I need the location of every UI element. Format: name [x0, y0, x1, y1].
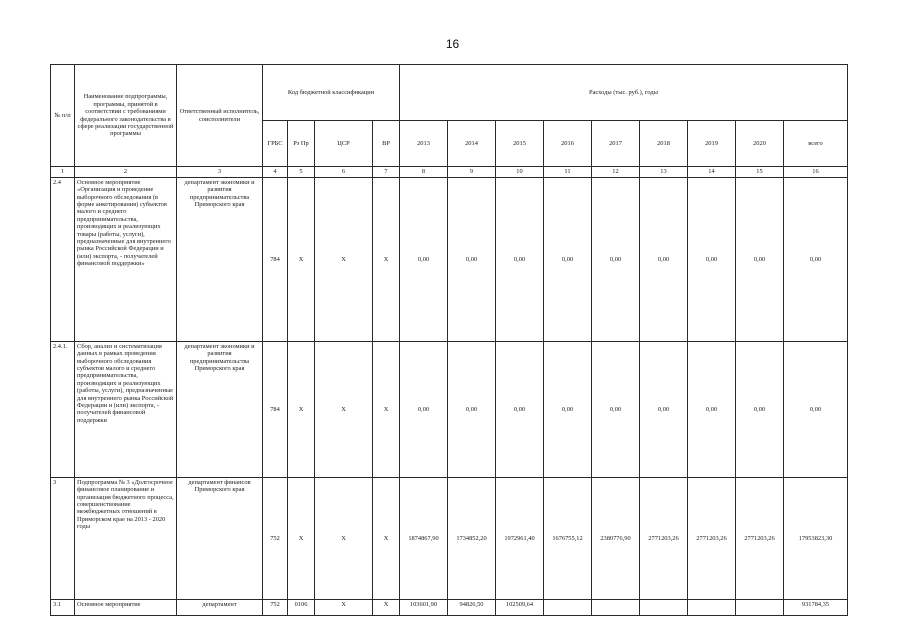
- row-csr: X: [315, 600, 373, 616]
- column-number: 6: [315, 167, 373, 178]
- budget-table: [50, 64, 848, 616]
- row-value-2019: [688, 600, 736, 616]
- row-value-2017: 0,00: [592, 178, 640, 342]
- row-number: 2.4: [51, 178, 75, 342]
- row-grbs: 784: [263, 178, 288, 342]
- row-value-2013: 1874867,90: [400, 478, 448, 600]
- row-total: 0,00: [784, 178, 848, 342]
- header-name: Наименование подпрограммы, программы, принятой в соответствии с требованиями федерального законодательства в сфере реализации государственной программы: [75, 65, 177, 167]
- row-value-2018: 2771203,26: [640, 478, 688, 600]
- header-row-1: [51, 65, 848, 121]
- column-number: 16: [784, 167, 848, 178]
- row-value-2020: 0,00: [736, 342, 784, 478]
- table-row: [51, 600, 848, 616]
- header-csr: ЦСР: [315, 121, 373, 167]
- row-value-2015: 102509,64: [496, 600, 544, 616]
- row-name: Подпрограмма № 3 «Долгосрочное финансовое планирование и организация бюджетного процесса, совершенствование межбюджетных отношений в Приморском крае на 2013 - 2020 годы: [75, 478, 177, 600]
- row-value-2013: 0,00: [400, 342, 448, 478]
- row-value-2014: 0,00: [448, 178, 496, 342]
- row-rzpr: 0106: [288, 600, 315, 616]
- row-grbs: 752: [263, 600, 288, 616]
- row-total: 17953823,30: [784, 478, 848, 600]
- page-number: 16: [445, 37, 460, 51]
- row-rzpr: X: [288, 178, 315, 342]
- row-value-2018: [640, 600, 688, 616]
- header-year-2018: 2018: [640, 121, 688, 167]
- row-value-2019: 2771203,26: [688, 478, 736, 600]
- row-value-2016: 0,00: [544, 178, 592, 342]
- header-year-2020: 2020: [736, 121, 784, 167]
- header-budget-code: Код бюджетной классификации: [263, 65, 400, 121]
- row-csr: X: [315, 178, 373, 342]
- row-value-2020: [736, 600, 784, 616]
- row-total: 0,00: [784, 342, 848, 478]
- row-csr: X: [315, 342, 373, 478]
- row-name: Основное мероприятие «Организация и проведение выборочного обследования (в форме анкетирования) субъектов малого и среднего предпринимательства, производящих и реализующих товары (работы, услуги), предназначенные для внутреннего рынка Российской Федерации и (или) экспорта, - получателей финансовой поддержки»: [75, 178, 177, 342]
- column-number: 3: [177, 167, 263, 178]
- row-value-2017: [592, 600, 640, 616]
- row-executor: департамент экономики и развития предпринимательства Приморского края: [177, 342, 263, 478]
- row-value-2015: 0,00: [496, 178, 544, 342]
- row-grbs: 752: [263, 478, 288, 600]
- header-year-2019: 2019: [688, 121, 736, 167]
- column-number: 4: [263, 167, 288, 178]
- row-value-2017: 2380776,90: [592, 478, 640, 600]
- table-row: [51, 178, 848, 342]
- row-value-2017: 0,00: [592, 342, 640, 478]
- row-value-2020: 0,00: [736, 178, 784, 342]
- row-total: 931784,35: [784, 600, 848, 616]
- row-executor: департамент финансов Приморского края: [177, 478, 263, 600]
- column-number: 2: [75, 167, 177, 178]
- column-number: 8: [400, 167, 448, 178]
- row-value-2019: 0,00: [688, 342, 736, 478]
- table-row: [51, 342, 848, 478]
- row-vr: X: [373, 178, 400, 342]
- row-value-2015: 0,00: [496, 342, 544, 478]
- row-number: 3: [51, 478, 75, 600]
- row-vr: X: [373, 600, 400, 616]
- column-number: 5: [288, 167, 315, 178]
- header-expenses: Расходы (тыс. руб.), годы: [400, 65, 848, 121]
- row-value-2014: 0,00: [448, 342, 496, 478]
- row-csr: X: [315, 478, 373, 600]
- column-number: 1: [51, 167, 75, 178]
- column-number: 13: [640, 167, 688, 178]
- row-rzpr: X: [288, 342, 315, 478]
- row-value-2014: 94826,50: [448, 600, 496, 616]
- row-value-2014: 1734852,20: [448, 478, 496, 600]
- header-year-2014: 2014: [448, 121, 496, 167]
- header-year-2017: 2017: [592, 121, 640, 167]
- row-vr: X: [373, 478, 400, 600]
- row-name: Основное мероприятие: [75, 600, 177, 616]
- header-vr: ВР: [373, 121, 400, 167]
- header-no: № п/п: [51, 65, 75, 167]
- row-value-2020: 2771203,26: [736, 478, 784, 600]
- header-executor: Ответственный исполнитель, соисполнители: [177, 65, 263, 167]
- row-number: 2.4.1.: [51, 342, 75, 478]
- row-executor: департамент: [177, 600, 263, 616]
- row-rzpr: X: [288, 478, 315, 600]
- table-row: [51, 478, 848, 600]
- column-number: 14: [688, 167, 736, 178]
- row-number: 3.1: [51, 600, 75, 616]
- row-name: Сбор, анализ и систематизация данных в рамках проведения выборочного обследования субъектов малого и среднего предпринимательства, производящих и реализующих (работы, услуги), предназначенные для внутреннего рынка Российской Федерации и (или) экспорта, - получателей финансовой поддержки: [75, 342, 177, 478]
- column-number: 11: [544, 167, 592, 178]
- row-value-2016: 1676755,12: [544, 478, 592, 600]
- column-number: 9: [448, 167, 496, 178]
- header-year-2016: 2016: [544, 121, 592, 167]
- row-value-2016: [544, 600, 592, 616]
- header-rzpr: Рз Пр: [288, 121, 315, 167]
- header-year-2013: 2013: [400, 121, 448, 167]
- row-value-2013: 103601,90: [400, 600, 448, 616]
- column-number: 12: [592, 167, 640, 178]
- column-number: 7: [373, 167, 400, 178]
- row-value-2013: 0,00: [400, 178, 448, 342]
- header-total: всего: [784, 121, 848, 167]
- column-number-row: [51, 167, 848, 178]
- row-executor: департамент экономики и развития предпринимательства Приморского края: [177, 178, 263, 342]
- header-grbs: ГРБС: [263, 121, 288, 167]
- row-vr: X: [373, 342, 400, 478]
- row-value-2015: 1972961,40: [496, 478, 544, 600]
- row-value-2016: 0,00: [544, 342, 592, 478]
- row-grbs: 784: [263, 342, 288, 478]
- row-value-2018: 0,00: [640, 178, 688, 342]
- row-value-2018: 0,00: [640, 342, 688, 478]
- header-year-2015: 2015: [496, 121, 544, 167]
- column-number: 10: [496, 167, 544, 178]
- column-number: 15: [736, 167, 784, 178]
- row-value-2019: 0,00: [688, 178, 736, 342]
